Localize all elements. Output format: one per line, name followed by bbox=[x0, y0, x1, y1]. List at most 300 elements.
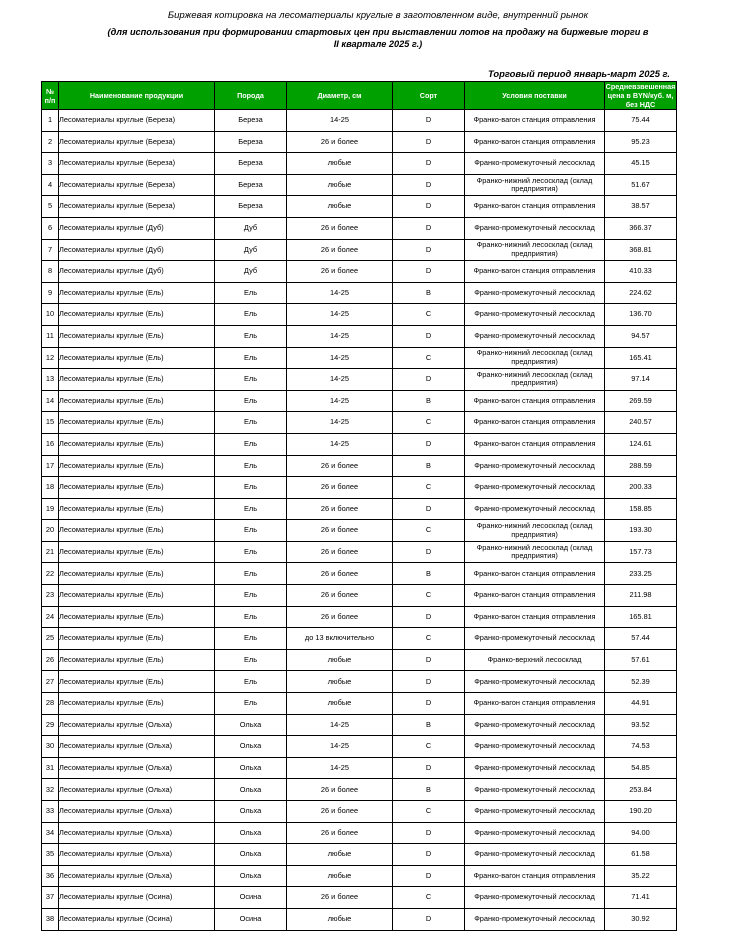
cell-num: 38 bbox=[42, 908, 59, 930]
cell-price: 95.23 bbox=[605, 131, 677, 153]
cell-grade: D bbox=[393, 606, 465, 628]
cell-num: 25 bbox=[42, 628, 59, 650]
cell-species: Осина bbox=[215, 908, 287, 930]
cell-conditions: Франко-промежуточный лесосклад bbox=[465, 628, 605, 650]
table-row bbox=[42, 369, 677, 391]
cell-diameter: 26 и более bbox=[287, 131, 393, 153]
cell-conditions: Франко-вагон станция отправления bbox=[465, 261, 605, 283]
cell-name: Лесоматериалы круглые (Ель) bbox=[59, 282, 215, 304]
cell-conditions: Франко-нижний лесосклад (склад предприятия) bbox=[465, 174, 605, 196]
cell-name: Лесоматериалы круглые (Ель) bbox=[59, 412, 215, 434]
cell-name: Лесоматериалы круглые (Ель) bbox=[59, 563, 215, 585]
cell-grade: D bbox=[393, 217, 465, 239]
cell-diameter: любые bbox=[287, 649, 393, 671]
cell-diameter: 26 и более bbox=[287, 563, 393, 585]
cell-diameter: 14-25 bbox=[287, 369, 393, 391]
table-row bbox=[42, 110, 677, 132]
cell-num: 18 bbox=[42, 477, 59, 499]
cell-diameter: 14-25 bbox=[287, 110, 393, 132]
cell-num: 11 bbox=[42, 325, 59, 347]
table-row bbox=[42, 628, 677, 650]
cell-name: Лесоматериалы круглые (Дуб) bbox=[59, 261, 215, 283]
table-row bbox=[42, 239, 677, 261]
cell-diameter: 26 и более bbox=[287, 541, 393, 563]
cell-grade: C bbox=[393, 477, 465, 499]
cell-price: 97.14 bbox=[605, 369, 677, 391]
cell-price: 61.58 bbox=[605, 844, 677, 866]
cell-diameter: 14-25 bbox=[287, 412, 393, 434]
cell-num: 10 bbox=[42, 304, 59, 326]
cell-price: 38.57 bbox=[605, 196, 677, 218]
cell-name: Лесоматериалы круглые (Ель) bbox=[59, 671, 215, 693]
cell-diameter: любые bbox=[287, 196, 393, 218]
cell-name: Лесоматериалы круглые (Ель) bbox=[59, 649, 215, 671]
cell-diameter: 26 и более bbox=[287, 217, 393, 239]
cell-grade: D bbox=[393, 433, 465, 455]
cell-num: 33 bbox=[42, 801, 59, 823]
cell-species: Ель bbox=[215, 369, 287, 391]
cell-name: Лесоматериалы круглые (Ель) bbox=[59, 304, 215, 326]
col-header-diameter: Диаметр, см bbox=[287, 82, 393, 110]
cell-name: Лесоматериалы круглые (Береза) bbox=[59, 110, 215, 132]
table-row bbox=[42, 412, 677, 434]
table-row bbox=[42, 455, 677, 477]
cell-conditions: Франко-вагон станция отправления bbox=[465, 412, 605, 434]
subtitle-line-2: II квартале 2025 г.) bbox=[333, 38, 423, 49]
table-row bbox=[42, 153, 677, 175]
cell-price: 200.33 bbox=[605, 477, 677, 499]
cell-conditions: Франко-нижний лесосклад (склад предприятия) bbox=[465, 520, 605, 542]
cell-price: 71.41 bbox=[605, 887, 677, 909]
cell-conditions: Франко-вагон станция отправления bbox=[465, 606, 605, 628]
table-row bbox=[42, 390, 677, 412]
cell-num: 15 bbox=[42, 412, 59, 434]
table-row bbox=[42, 174, 677, 196]
cell-conditions: Франко-вагон станция отправления bbox=[465, 196, 605, 218]
cell-name: Лесоматериалы круглые (Ольха) bbox=[59, 822, 215, 844]
cell-conditions: Франко-промежуточный лесосклад bbox=[465, 498, 605, 520]
cell-price: 52.39 bbox=[605, 671, 677, 693]
cell-species: Ель bbox=[215, 433, 287, 455]
cell-species: Дуб bbox=[215, 261, 287, 283]
cell-species: Береза bbox=[215, 110, 287, 132]
cell-name: Лесоматериалы круглые (Ель) bbox=[59, 347, 215, 369]
cell-species: Ель bbox=[215, 628, 287, 650]
cell-species: Ель bbox=[215, 520, 287, 542]
cell-price: 94.57 bbox=[605, 325, 677, 347]
table-row bbox=[42, 822, 677, 844]
cell-price: 44.91 bbox=[605, 693, 677, 715]
table-row bbox=[42, 196, 677, 218]
cell-species: Ольха bbox=[215, 801, 287, 823]
table-row bbox=[42, 325, 677, 347]
cell-conditions: Франко-верхний лесосклад bbox=[465, 649, 605, 671]
cell-name: Лесоматериалы круглые (Ель) bbox=[59, 325, 215, 347]
cell-name: Лесоматериалы круглые (Ольха) bbox=[59, 779, 215, 801]
cell-conditions: Франко-промежуточный лесосклад bbox=[465, 887, 605, 909]
cell-species: Ель bbox=[215, 455, 287, 477]
cell-name: Лесоматериалы круглые (Осина) bbox=[59, 908, 215, 930]
cell-grade: C bbox=[393, 347, 465, 369]
cell-grade: D bbox=[393, 325, 465, 347]
table-row bbox=[42, 477, 677, 499]
cell-num: 31 bbox=[42, 757, 59, 779]
col-header-name: Наименование продукции bbox=[59, 82, 215, 110]
cell-price: 211.98 bbox=[605, 585, 677, 607]
cell-species: Ель bbox=[215, 347, 287, 369]
cell-price: 45.15 bbox=[605, 153, 677, 175]
cell-grade: B bbox=[393, 563, 465, 585]
cell-conditions: Франко-промежуточный лесосклад bbox=[465, 779, 605, 801]
cell-diameter: 14-25 bbox=[287, 757, 393, 779]
cell-diameter: 14-25 bbox=[287, 714, 393, 736]
cell-diameter: 26 и более bbox=[287, 801, 393, 823]
cell-grade: C bbox=[393, 801, 465, 823]
cell-price: 233.25 bbox=[605, 563, 677, 585]
table-row bbox=[42, 131, 677, 153]
cell-conditions: Франко-нижний лесосклад (склад предприятия) bbox=[465, 369, 605, 391]
cell-diameter: 26 и более bbox=[287, 477, 393, 499]
cell-conditions: Франко-вагон станция отправления bbox=[465, 585, 605, 607]
cell-grade: D bbox=[393, 110, 465, 132]
cell-num: 23 bbox=[42, 585, 59, 607]
cell-conditions: Франко-нижний лесосклад (склад предприятия) bbox=[465, 347, 605, 369]
cell-price: 288.59 bbox=[605, 455, 677, 477]
cell-name: Лесоматериалы круглые (Ольха) bbox=[59, 844, 215, 866]
cell-diameter: любые bbox=[287, 908, 393, 930]
cell-diameter: 26 и более bbox=[287, 261, 393, 283]
cell-conditions: Франко-вагон станция отправления bbox=[465, 865, 605, 887]
cell-diameter: 26 и более bbox=[287, 520, 393, 542]
cell-name: Лесоматериалы круглые (Ель) bbox=[59, 369, 215, 391]
cell-species: Береза bbox=[215, 196, 287, 218]
cell-conditions: Франко-промежуточный лесосклад bbox=[465, 736, 605, 758]
cell-conditions: Франко-промежуточный лесосклад bbox=[465, 908, 605, 930]
cell-species: Ольха bbox=[215, 779, 287, 801]
cell-grade: D bbox=[393, 865, 465, 887]
table-row bbox=[42, 347, 677, 369]
cell-name: Лесоматериалы круглые (Ольха) bbox=[59, 801, 215, 823]
cell-conditions: Франко-промежуточный лесосклад bbox=[465, 801, 605, 823]
cell-name: Лесоматериалы круглые (Ель) bbox=[59, 628, 215, 650]
cell-conditions: Франко-промежуточный лесосклад bbox=[465, 844, 605, 866]
cell-species: Ель bbox=[215, 606, 287, 628]
cell-diameter: любые bbox=[287, 844, 393, 866]
cell-price: 93.52 bbox=[605, 714, 677, 736]
cell-conditions: Франко-вагон станция отправления bbox=[465, 563, 605, 585]
table-row bbox=[42, 304, 677, 326]
cell-name: Лесоматериалы круглые (Ель) bbox=[59, 477, 215, 499]
cell-name: Лесоматериалы круглые (Ольха) bbox=[59, 865, 215, 887]
cell-diameter: 14-25 bbox=[287, 736, 393, 758]
cell-conditions: Франко-нижний лесосклад (склад предприятия) bbox=[465, 541, 605, 563]
cell-conditions: Франко-вагон станция отправления bbox=[465, 390, 605, 412]
cell-species: Ель bbox=[215, 671, 287, 693]
cell-diameter: 26 и более bbox=[287, 779, 393, 801]
cell-num: 27 bbox=[42, 671, 59, 693]
table-row bbox=[42, 541, 677, 563]
cell-name: Лесоматериалы круглые (Осина) bbox=[59, 887, 215, 909]
cell-num: 14 bbox=[42, 390, 59, 412]
cell-conditions: Франко-вагон станция отправления bbox=[465, 693, 605, 715]
cell-name: Лесоматериалы круглые (Ель) bbox=[59, 520, 215, 542]
table-row bbox=[42, 261, 677, 283]
cell-conditions: Франко-вагон станция отправления bbox=[465, 131, 605, 153]
cell-name: Лесоматериалы круглые (Ель) bbox=[59, 606, 215, 628]
cell-species: Ель bbox=[215, 649, 287, 671]
cell-num: 26 bbox=[42, 649, 59, 671]
subtitle-line-1: (для использования при формировании стартовых цен при выставлении лотов на продажу на биржевые торги в bbox=[107, 27, 649, 37]
cell-conditions: Франко-промежуточный лесосклад bbox=[465, 325, 605, 347]
cell-species: Ель bbox=[215, 563, 287, 585]
cell-conditions: Франко-промежуточный лесосклад bbox=[465, 304, 605, 326]
cell-num: 3 bbox=[42, 153, 59, 175]
cell-species: Ель bbox=[215, 282, 287, 304]
col-header-grade: Сорт bbox=[393, 82, 465, 110]
table-row bbox=[42, 606, 677, 628]
cell-num: 36 bbox=[42, 865, 59, 887]
cell-num: 16 bbox=[42, 433, 59, 455]
cell-grade: D bbox=[393, 908, 465, 930]
cell-conditions: Франко-промежуточный лесосклад bbox=[465, 153, 605, 175]
cell-name: Лесоматериалы круглые (Ель) bbox=[59, 585, 215, 607]
cell-diameter: любые bbox=[287, 865, 393, 887]
cell-conditions: Франко-промежуточный лесосклад bbox=[465, 217, 605, 239]
cell-num: 20 bbox=[42, 520, 59, 542]
table-row bbox=[42, 563, 677, 585]
cell-species: Ель bbox=[215, 498, 287, 520]
cell-price: 54.85 bbox=[605, 757, 677, 779]
cell-price: 165.81 bbox=[605, 606, 677, 628]
cell-price: 35.22 bbox=[605, 865, 677, 887]
cell-num: 22 bbox=[42, 563, 59, 585]
table-row bbox=[42, 498, 677, 520]
cell-grade: D bbox=[393, 693, 465, 715]
cell-species: Ель bbox=[215, 585, 287, 607]
cell-num: 19 bbox=[42, 498, 59, 520]
cell-diameter: до 13 включительно bbox=[287, 628, 393, 650]
table-body bbox=[42, 110, 677, 931]
cell-name: Лесоматериалы круглые (Ель) bbox=[59, 498, 215, 520]
col-header-conditions: Условия поставки bbox=[465, 82, 605, 110]
trading-period: Торговый период январь-март 2025 г. bbox=[488, 68, 670, 79]
document-title: Биржевая котировка на лесоматериалы круглые в заготовленном виде, внутренний рынок bbox=[167, 10, 589, 21]
cell-diameter: 26 и более bbox=[287, 822, 393, 844]
table-row bbox=[42, 714, 677, 736]
table-header-row bbox=[42, 82, 677, 110]
cell-diameter: 14-25 bbox=[287, 304, 393, 326]
cell-name: Лесоматериалы круглые (Ель) bbox=[59, 693, 215, 715]
cell-price: 240.57 bbox=[605, 412, 677, 434]
cell-conditions: Франко-промежуточный лесосклад bbox=[465, 455, 605, 477]
cell-species: Ель bbox=[215, 304, 287, 326]
cell-name: Лесоматериалы круглые (Ель) bbox=[59, 390, 215, 412]
cell-price: 190.20 bbox=[605, 801, 677, 823]
table-row bbox=[42, 282, 677, 304]
cell-grade: D bbox=[393, 498, 465, 520]
cell-grade: D bbox=[393, 757, 465, 779]
cell-conditions: Франко-промежуточный лесосклад bbox=[465, 477, 605, 499]
col-header-num: № п/п bbox=[42, 82, 59, 110]
cell-price: 51.67 bbox=[605, 174, 677, 196]
cell-diameter: 26 и более bbox=[287, 498, 393, 520]
cell-conditions: Франко-вагон станция отправления bbox=[465, 433, 605, 455]
cell-species: Ольха bbox=[215, 736, 287, 758]
col-header-species: Порода bbox=[215, 82, 287, 110]
cell-grade: D bbox=[393, 649, 465, 671]
table-row bbox=[42, 844, 677, 866]
cell-name: Лесоматериалы круглые (Береза) bbox=[59, 174, 215, 196]
cell-grade: B bbox=[393, 390, 465, 412]
cell-species: Ольха bbox=[215, 757, 287, 779]
cell-num: 12 bbox=[42, 347, 59, 369]
cell-price: 165.41 bbox=[605, 347, 677, 369]
cell-grade: C bbox=[393, 412, 465, 434]
cell-num: 8 bbox=[42, 261, 59, 283]
cell-name: Лесоматериалы круглые (Дуб) bbox=[59, 239, 215, 261]
cell-species: Ель bbox=[215, 693, 287, 715]
cell-species: Ольха bbox=[215, 822, 287, 844]
cell-num: 6 bbox=[42, 217, 59, 239]
cell-species: Дуб bbox=[215, 217, 287, 239]
cell-diameter: 26 и более bbox=[287, 606, 393, 628]
cell-num: 37 bbox=[42, 887, 59, 909]
cell-conditions: Франко-нижний лесосклад (склад предприятия) bbox=[465, 239, 605, 261]
cell-name: Лесоматериалы круглые (Береза) bbox=[59, 131, 215, 153]
document-subtitle bbox=[80, 27, 676, 50]
table-row bbox=[42, 671, 677, 693]
cell-name: Лесоматериалы круглые (Береза) bbox=[59, 196, 215, 218]
cell-diameter: 14-25 bbox=[287, 347, 393, 369]
cell-species: Ель bbox=[215, 325, 287, 347]
cell-grade: D bbox=[393, 174, 465, 196]
cell-conditions: Франко-вагон станция отправления bbox=[465, 110, 605, 132]
cell-price: 253.84 bbox=[605, 779, 677, 801]
cell-name: Лесоматериалы круглые (Ель) bbox=[59, 455, 215, 477]
cell-diameter: 14-25 bbox=[287, 325, 393, 347]
cell-num: 24 bbox=[42, 606, 59, 628]
cell-species: Ольха bbox=[215, 865, 287, 887]
cell-num: 34 bbox=[42, 822, 59, 844]
cell-species: Дуб bbox=[215, 239, 287, 261]
cell-num: 21 bbox=[42, 541, 59, 563]
cell-price: 368.81 bbox=[605, 239, 677, 261]
cell-price: 74.53 bbox=[605, 736, 677, 758]
cell-num: 17 bbox=[42, 455, 59, 477]
cell-species: Береза bbox=[215, 174, 287, 196]
cell-grade: C bbox=[393, 736, 465, 758]
cell-name: Лесоматериалы круглые (Ель) bbox=[59, 433, 215, 455]
cell-price: 57.61 bbox=[605, 649, 677, 671]
cell-grade: D bbox=[393, 671, 465, 693]
cell-price: 269.59 bbox=[605, 390, 677, 412]
cell-price: 224.62 bbox=[605, 282, 677, 304]
cell-grade: C bbox=[393, 887, 465, 909]
cell-num: 2 bbox=[42, 131, 59, 153]
cell-name: Лесоматериалы круглые (Ольха) bbox=[59, 757, 215, 779]
cell-grade: D bbox=[393, 844, 465, 866]
cell-price: 410.33 bbox=[605, 261, 677, 283]
cell-name: Лесоматериалы круглые (Береза) bbox=[59, 153, 215, 175]
cell-grade: B bbox=[393, 714, 465, 736]
cell-grade: D bbox=[393, 541, 465, 563]
cell-price: 157.73 bbox=[605, 541, 677, 563]
cell-conditions: Франко-промежуточный лесосклад bbox=[465, 671, 605, 693]
cell-diameter: 26 и более bbox=[287, 585, 393, 607]
table-row bbox=[42, 433, 677, 455]
cell-name: Лесоматериалы круглые (Дуб) bbox=[59, 217, 215, 239]
cell-conditions: Франко-промежуточный лесосклад bbox=[465, 757, 605, 779]
cell-grade: B bbox=[393, 282, 465, 304]
cell-grade: D bbox=[393, 196, 465, 218]
quotation-table bbox=[41, 81, 677, 931]
cell-grade: C bbox=[393, 585, 465, 607]
cell-diameter: 26 и более bbox=[287, 239, 393, 261]
cell-diameter: 14-25 bbox=[287, 433, 393, 455]
cell-price: 158.85 bbox=[605, 498, 677, 520]
cell-grade: B bbox=[393, 455, 465, 477]
table-row bbox=[42, 585, 677, 607]
cell-num: 9 bbox=[42, 282, 59, 304]
cell-diameter: любые bbox=[287, 671, 393, 693]
cell-species: Ольха bbox=[215, 844, 287, 866]
table-row bbox=[42, 801, 677, 823]
table-row bbox=[42, 649, 677, 671]
cell-species: Ель bbox=[215, 477, 287, 499]
cell-diameter: любые bbox=[287, 174, 393, 196]
table-row bbox=[42, 757, 677, 779]
table-row bbox=[42, 217, 677, 239]
cell-grade: C bbox=[393, 304, 465, 326]
cell-name: Лесоматериалы круглые (Ольха) bbox=[59, 736, 215, 758]
table-row bbox=[42, 865, 677, 887]
cell-name: Лесоматериалы круглые (Ель) bbox=[59, 541, 215, 563]
cell-num: 1 bbox=[42, 110, 59, 132]
table-row bbox=[42, 887, 677, 909]
cell-price: 94.00 bbox=[605, 822, 677, 844]
cell-grade: D bbox=[393, 239, 465, 261]
cell-grade: D bbox=[393, 153, 465, 175]
cell-species: Осина bbox=[215, 887, 287, 909]
cell-diameter: 14-25 bbox=[287, 390, 393, 412]
cell-diameter: 14-25 bbox=[287, 282, 393, 304]
cell-num: 4 bbox=[42, 174, 59, 196]
cell-num: 32 bbox=[42, 779, 59, 801]
cell-diameter: 26 и более bbox=[287, 455, 393, 477]
cell-species: Береза bbox=[215, 131, 287, 153]
cell-num: 29 bbox=[42, 714, 59, 736]
cell-price: 193.30 bbox=[605, 520, 677, 542]
cell-conditions: Франко-промежуточный лесосклад bbox=[465, 822, 605, 844]
table-row bbox=[42, 779, 677, 801]
cell-species: Ольха bbox=[215, 714, 287, 736]
table-row bbox=[42, 520, 677, 542]
cell-num: 28 bbox=[42, 693, 59, 715]
table-row bbox=[42, 736, 677, 758]
cell-grade: D bbox=[393, 261, 465, 283]
col-header-price: Средневзвешенная цена в BYN/куб. м, без НДС bbox=[605, 82, 676, 109]
cell-species: Ель bbox=[215, 412, 287, 434]
cell-grade: D bbox=[393, 131, 465, 153]
cell-num: 13 bbox=[42, 369, 59, 391]
cell-price: 124.61 bbox=[605, 433, 677, 455]
cell-grade: B bbox=[393, 779, 465, 801]
table-row bbox=[42, 693, 677, 715]
cell-price: 57.44 bbox=[605, 628, 677, 650]
cell-species: Ель bbox=[215, 541, 287, 563]
cell-species: Ель bbox=[215, 390, 287, 412]
cell-conditions: Франко-промежуточный лесосклад bbox=[465, 714, 605, 736]
